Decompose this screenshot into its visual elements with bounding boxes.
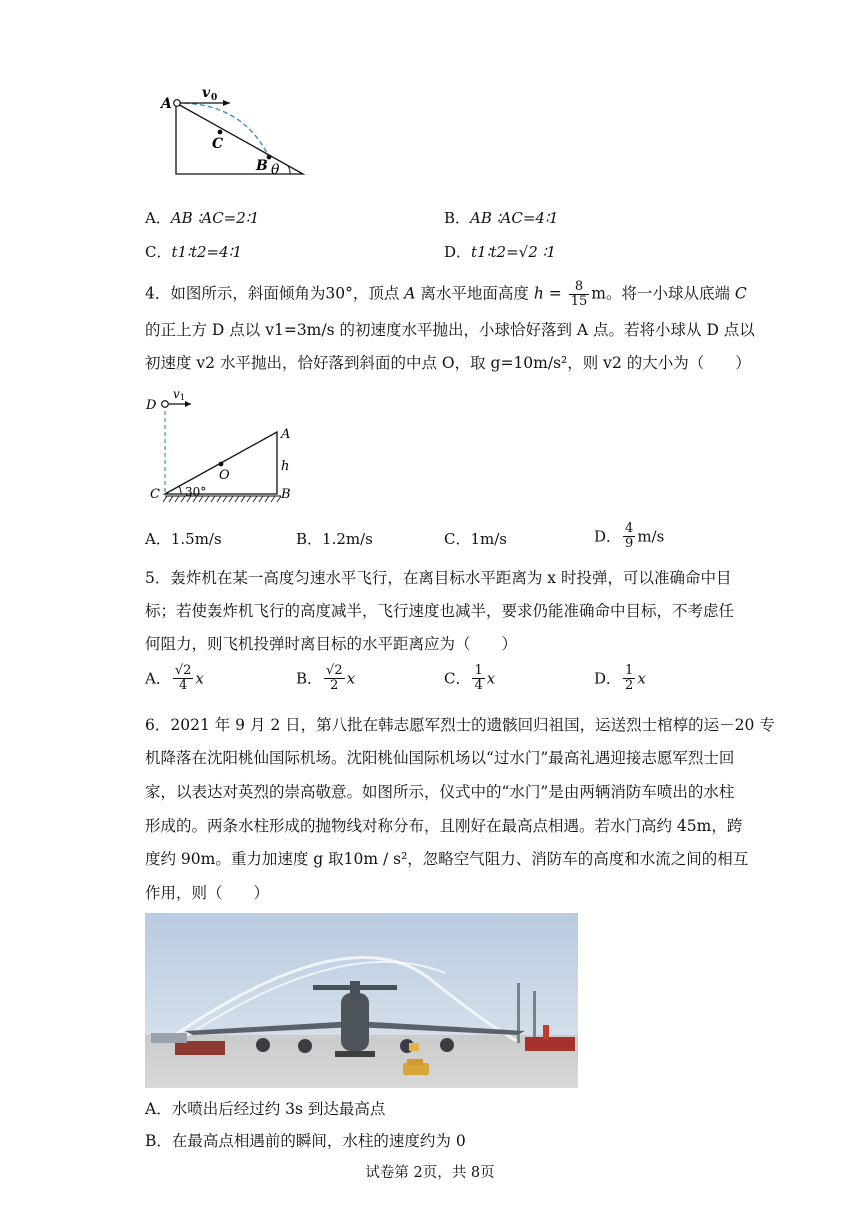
- fig2-label-a: A: [281, 427, 291, 442]
- fig1-label-a: A: [161, 96, 172, 112]
- water-gate-photo: [145, 913, 578, 1088]
- fig1-label-c: C: [212, 136, 224, 152]
- q6-line-6: 作用，则（ ）: [145, 884, 270, 902]
- q5-option-d: D． $\frac{1}{2}$ x: [594, 663, 646, 693]
- q4-incline-figure: [143, 386, 303, 510]
- q4-line-1: 4．如图所示，斜面倾角为30°，顶点 A 离水平地面高度 h = $\frac{8}{15}$ m。将一小球从底端 C: [145, 279, 747, 309]
- ground-hatching: [163, 496, 281, 502]
- q6-option-a: A．水喷出后经过约 3s 到达最高点: [145, 1100, 386, 1118]
- q5-option-b: B． $\frac{√2}{2}$ x: [296, 663, 356, 693]
- fig2-v1: v: [173, 387, 180, 401]
- fig2-label-b: B: [281, 487, 291, 502]
- svg-text:0: 0: [211, 93, 218, 103]
- fig2-label-d: D: [146, 398, 157, 413]
- q4-option-d: D． $\frac{4}{9}$ m/s: [594, 521, 665, 551]
- q4-height-fraction: $\frac{8}{15}$: [570, 279, 588, 309]
- fig1-v0: v: [202, 85, 211, 101]
- q5-line-3: 何阻力，则飞机投弹时离目标的水平距离应为（ ）: [145, 635, 518, 653]
- q5-line-1: 5．轰炸机在某一高度匀速水平飞行，在离目标水平距离为 x 时投弹，可以准确命中目: [145, 569, 732, 587]
- q3-option-a: A．AB ∶AC=2∶1: [145, 209, 260, 227]
- q4-option-a: A．1.5m/s: [145, 530, 222, 548]
- projectile-incline-figure: [160, 82, 310, 178]
- fig2-label-o: O: [219, 468, 230, 483]
- fig1-theta: θ: [271, 162, 280, 178]
- q3-option-c: C．t1∶t2=4∶1: [145, 243, 243, 261]
- q6-line-5: 度约 90m。重力加速度 g 取10m / s²，忽略空气阻力、消防车的高度和水流之间的相互: [145, 850, 749, 868]
- fig2-label-c: C: [150, 487, 160, 502]
- q6-line-1: 6．2021 年 9 月 2 日，第八批在韩志愿军烈士的遗骸回归祖国，运送烈士棺椁的运－20 专: [145, 716, 775, 734]
- svg-text:1: 1: [180, 393, 186, 402]
- q3-option-b: B．AB ∶AC=4∶1: [444, 209, 559, 227]
- q4-option-b: B．1.2m/s: [296, 530, 373, 548]
- q4-line-2: 的正上方 D 点以 v1=3m/s 的初速度水平抛出，小球恰好落到 A 点。若将小球从 D 点以: [145, 321, 755, 339]
- fig2-angle: 30°: [185, 485, 207, 499]
- fig1-label-b: B: [256, 158, 268, 174]
- q4-option-c: C．1m/s: [444, 530, 507, 548]
- q6-option-b: B．在最高点相遇前的瞬间，水柱的速度约为 0: [145, 1132, 466, 1150]
- q5-line-2: 标；若使轰炸机飞行的高度减半，飞行速度也减半，要求仍能准确命中目标，不考虑任: [145, 602, 735, 620]
- fig2-label-h: h: [281, 459, 290, 474]
- page-footer: 试卷第 2页，共 8页: [365, 1165, 495, 1181]
- q5-option-a: A． $\frac{√2}{4}$ x: [145, 663, 204, 693]
- q6-line-3: 家，以表达对英烈的崇高敬意。如图所示，仪式中的“水门”是由两辆消防车喷出的水柱: [145, 783, 735, 801]
- q3-option-d: D．t1∶t2=√2 ∶1: [444, 243, 556, 261]
- q6-line-4: 形成的。两条水柱形成的抛物线对称分布，且刚好在最高点相遇。若水门高约 45m，跨: [145, 817, 743, 835]
- q4-line-3: 初速度 v2 水平抛出，恰好落到斜面的中点 O，取 g=10m/s²，则 v2 的大小为（ ）: [145, 354, 751, 372]
- q6-line-2: 机降落在沈阳桃仙国际机场。沈阳桃仙国际机场以“过水门”最高礼遇迎接志愿军烈士回: [145, 749, 735, 767]
- q5-option-c: C． $\frac{1}{4}$ x: [444, 663, 496, 693]
